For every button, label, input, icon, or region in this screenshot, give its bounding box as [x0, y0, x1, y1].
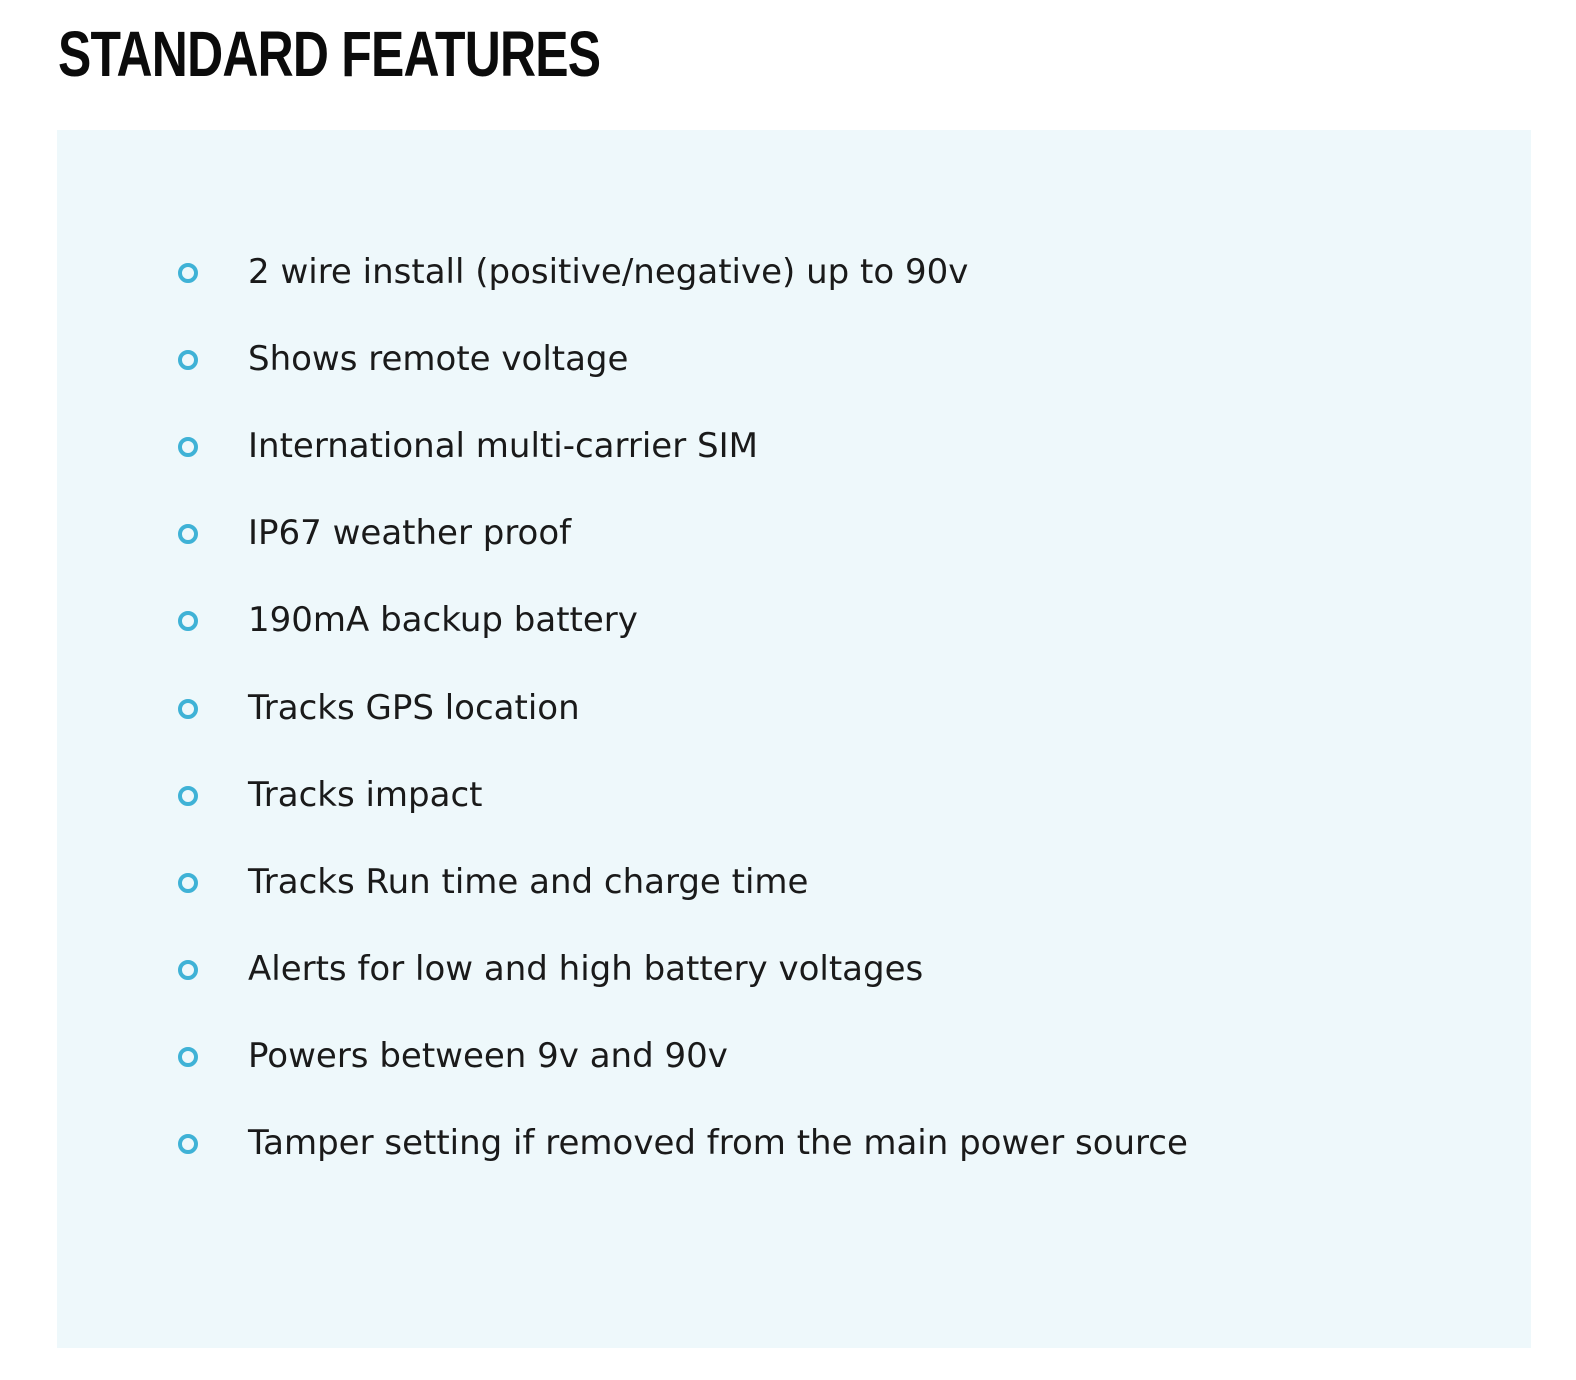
feature-item — [57, 1014, 1531, 1101]
feature-label: Tamper setting if removed from the main power source — [248, 1123, 1188, 1164]
feature-item — [57, 578, 1531, 665]
feature-label: Tracks Run time and charge time — [248, 861, 809, 902]
feature-label: Powers between 9v and 90v — [248, 1036, 728, 1077]
feature-item — [57, 229, 1531, 316]
bullet-circle-icon — [178, 699, 198, 719]
bullet-circle-icon — [178, 1047, 198, 1067]
feature-label: 190mA backup battery — [248, 600, 638, 641]
bullet-circle-icon — [178, 437, 198, 457]
feature-label: International multi-carrier SIM — [248, 425, 758, 466]
bullet-circle-icon — [178, 873, 198, 893]
feature-item — [57, 927, 1531, 1014]
feature-label: Tracks impact — [248, 774, 483, 815]
feature-label: Shows remote voltage — [248, 338, 629, 379]
feature-item — [57, 665, 1531, 752]
feature-item — [57, 839, 1531, 926]
feature-item — [57, 1101, 1531, 1188]
feature-item — [57, 752, 1531, 839]
bullet-circle-icon — [178, 611, 198, 631]
feature-item — [57, 403, 1531, 490]
bullet-circle-icon — [178, 960, 198, 980]
feature-list — [57, 229, 1531, 1188]
features-panel — [57, 130, 1531, 1348]
section-title: STANDARD FEATURES — [58, 18, 601, 90]
feature-item — [57, 316, 1531, 403]
bullet-circle-icon — [178, 1134, 198, 1154]
feature-label: 2 wire install (positive/negative) up to 90v — [248, 251, 969, 292]
bullet-circle-icon — [178, 786, 198, 806]
feature-label: IP67 weather proof — [248, 513, 572, 554]
feature-label: Alerts for low and high battery voltages — [248, 949, 924, 990]
bullet-circle-icon — [178, 350, 198, 370]
feature-item — [57, 491, 1531, 578]
feature-label: Tracks GPS location — [248, 687, 580, 728]
bullet-circle-icon — [178, 263, 198, 283]
bullet-circle-icon — [178, 524, 198, 544]
